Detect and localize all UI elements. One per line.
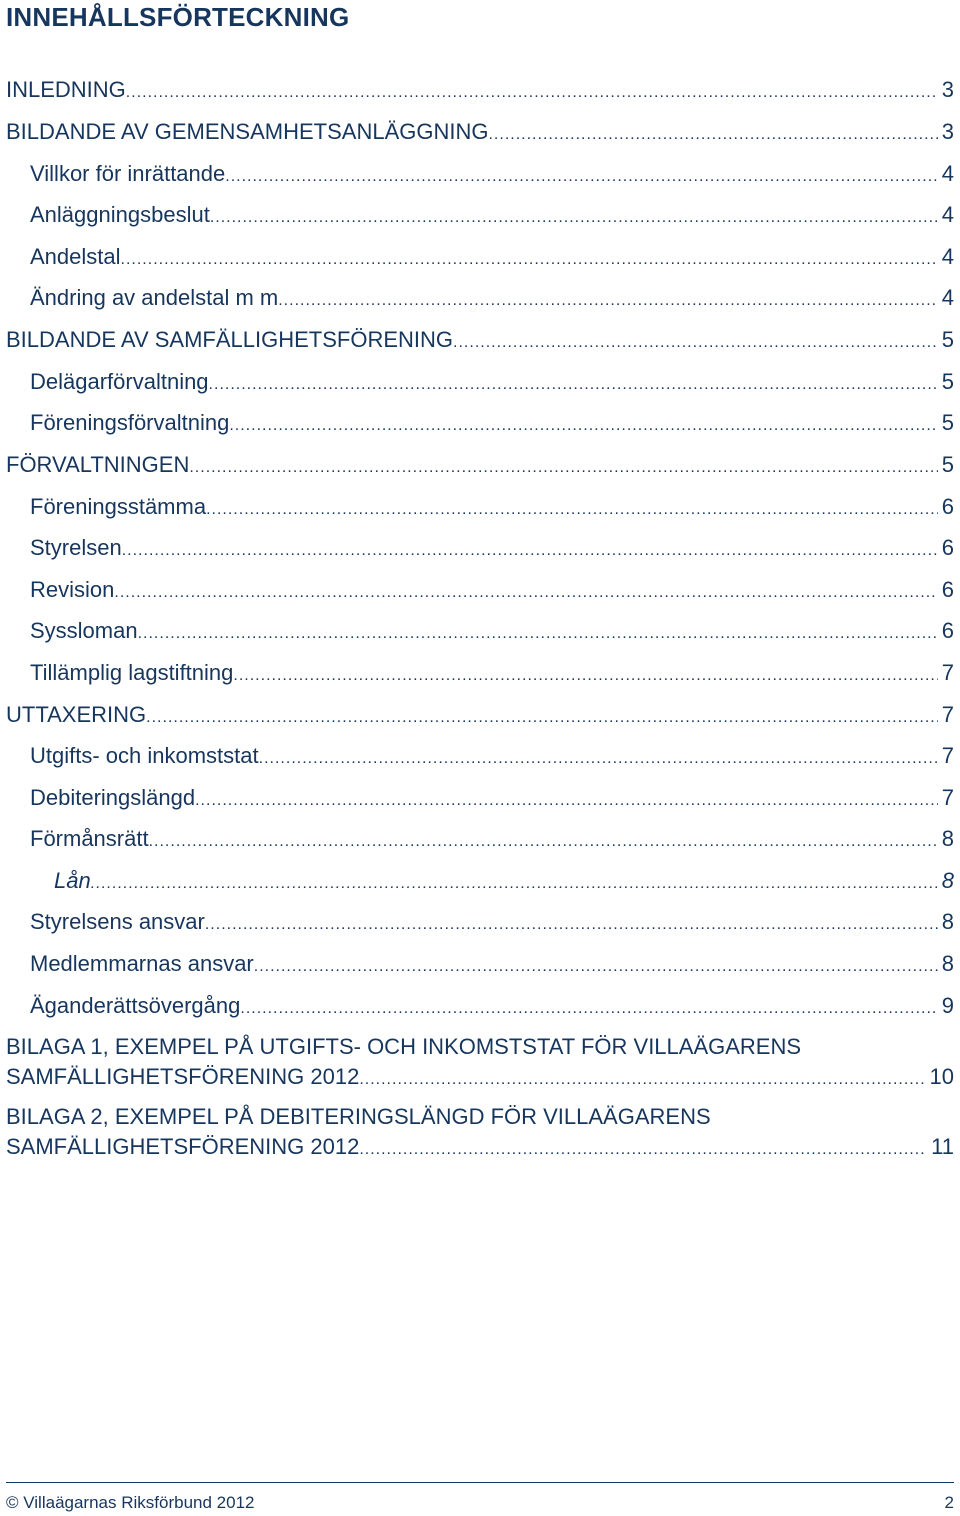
toc-entry-page: 5 xyxy=(941,452,954,477)
toc-entry-forvaltningen[interactable] xyxy=(0,450,960,483)
toc-entry-title: Ändring av andelstal m m xyxy=(30,285,279,310)
toc-entry-andring-andelstal[interactable] xyxy=(0,283,960,316)
toc-entry-title-line2: SAMFÄLLIGHETSFÖRENING 2012 xyxy=(6,1134,360,1159)
toc-entry-page: 5 xyxy=(941,410,954,435)
toc-entry-delagarforvaltning[interactable] xyxy=(0,367,960,400)
toc-entry-debiteringslangd[interactable] xyxy=(0,783,960,816)
toc-leader-dots xyxy=(146,703,938,733)
toc-entry-title: Delägarförvaltning xyxy=(30,369,209,394)
toc-entry-revision[interactable] xyxy=(0,575,960,608)
toc-entry-foreningsstamma[interactable] xyxy=(0,492,960,525)
toc-leader-dots xyxy=(114,578,937,608)
toc-leader-dots xyxy=(122,536,938,566)
toc-leader-dots xyxy=(233,661,937,691)
toc-entry-title: BILDANDE AV SAMFÄLLIGHETSFÖRENING xyxy=(6,327,454,352)
toc-entry-page: 7 xyxy=(941,660,954,685)
toc-entry-page: 8 xyxy=(941,826,954,851)
toc-entry-styrelsen[interactable] xyxy=(0,533,960,566)
toc-leader-dots xyxy=(149,827,938,857)
toc-leader-dots xyxy=(359,1135,927,1165)
toc-entry-title: Styrelsen xyxy=(30,535,122,560)
toc-entry-title: Förmånsrätt xyxy=(30,826,149,851)
toc-leader-dots xyxy=(138,619,938,649)
toc-entry-bildande-samfallighetsforening[interactable] xyxy=(0,325,960,358)
toc-leader-dots xyxy=(126,78,938,108)
toc-leader-dots xyxy=(195,786,938,816)
toc-entry-page: 5 xyxy=(941,369,954,394)
page-title: INNEHÅLLSFÖRTECKNING xyxy=(6,2,350,32)
toc-entry-page: 10 xyxy=(929,1064,954,1089)
toc-entry-medlemmarnas-ansvar[interactable] xyxy=(0,949,960,982)
toc-entry-bilaga-2[interactable] xyxy=(0,1102,960,1165)
toc-entry-uttaxering[interactable] xyxy=(0,700,960,733)
toc-entry-page: 4 xyxy=(941,285,954,310)
footer-copyright: © Villaägarnas Riksförbund 2012 xyxy=(6,1493,255,1512)
toc-entry-page: 4 xyxy=(941,161,954,186)
toc-entry-lan[interactable] xyxy=(0,866,960,899)
footer-divider xyxy=(6,1482,954,1483)
toc-entry-title: Föreningsförvaltning xyxy=(30,410,230,435)
toc-entry-bilaga-1[interactable] xyxy=(0,1032,960,1095)
toc-entry-title-line1: BILAGA 1, EXEMPEL PÅ UTGIFTS- OCH INKOMSTSTAT FÖR VILLAÄGARENS xyxy=(6,1034,802,1059)
toc-entry-page: 8 xyxy=(941,868,954,893)
toc-leader-dots xyxy=(240,994,937,1024)
toc-entry-page: 6 xyxy=(941,535,954,560)
toc-entry-title: Revision xyxy=(30,577,115,602)
toc-leader-dots xyxy=(209,370,938,400)
toc-entry-page: 4 xyxy=(941,244,954,269)
toc-entry-title: UTTAXERING xyxy=(6,702,147,727)
toc-entry-page: 3 xyxy=(941,77,954,102)
toc-entry-page: 5 xyxy=(941,327,954,352)
toc-entry-aganderattsovergang[interactable] xyxy=(0,991,960,1024)
toc-entry-villkor[interactable] xyxy=(0,159,960,192)
toc-entry-title: Villkor för inrättande xyxy=(30,161,226,186)
toc-entry-title: Debiteringslängd xyxy=(30,785,196,810)
toc-entry-title: Styrelsens ansvar xyxy=(30,909,205,934)
toc-entry-page: 7 xyxy=(941,743,954,768)
toc-entry-page: 8 xyxy=(941,951,954,976)
toc-leader-dots xyxy=(225,162,938,192)
toc-entry-title: Anläggningsbeslut xyxy=(30,202,210,227)
toc-leader-dots xyxy=(488,120,937,150)
toc-entry-page: 7 xyxy=(941,702,954,727)
toc-entry-title: Tillämplig lagstiftning xyxy=(30,660,234,685)
toc-leader-dots xyxy=(359,1065,925,1095)
toc-leader-dots xyxy=(205,910,938,940)
toc-entry-title: Äganderättsövergång xyxy=(30,993,241,1018)
toc-entry-styrelsens-ansvar[interactable] xyxy=(0,907,960,940)
toc-entry-page: 6 xyxy=(941,494,954,519)
toc-entry-page: 11 xyxy=(931,1134,954,1159)
toc-entry-title: Föreningsstämma xyxy=(30,494,207,519)
toc-leader-dots xyxy=(278,286,938,316)
toc-entry-syssloman[interactable] xyxy=(0,616,960,649)
toc-leader-dots xyxy=(91,869,938,899)
toc-leader-dots xyxy=(259,744,938,774)
toc-entry-page: 7 xyxy=(941,785,954,810)
toc-entry-anlaggningsbeslut[interactable] xyxy=(0,200,960,233)
toc-entry-page: 3 xyxy=(941,119,954,144)
toc-entry-title: BILDANDE AV GEMENSAMHETSANLÄGGNING xyxy=(6,119,489,144)
toc-entry-title: Medlemmarnas ansvar xyxy=(30,951,254,976)
footer-page-number: 2 xyxy=(944,1493,954,1512)
toc-leader-dots xyxy=(210,203,938,233)
toc-entry-page: 8 xyxy=(941,909,954,934)
toc-entry-tillamplig-lagstiftning[interactable] xyxy=(0,658,960,691)
toc-entry-andelstal[interactable] xyxy=(0,242,960,275)
toc-entry-page: 6 xyxy=(941,618,954,643)
toc-entry-page: 6 xyxy=(941,577,954,602)
toc-entry-formansratt[interactable] xyxy=(0,824,960,857)
toc-entry-inledning[interactable] xyxy=(0,75,960,108)
toc-entry-foreningsforvaltning[interactable] xyxy=(0,408,960,441)
toc-entry-bildande-gemensamhetsanlaggning[interactable] xyxy=(0,117,960,150)
toc-entry-page: 9 xyxy=(941,993,954,1018)
toc-leader-dots xyxy=(189,453,937,483)
toc-entry-utgifts-inkomststat[interactable] xyxy=(0,741,960,774)
toc-entry-title: Utgifts- och inkomststat xyxy=(30,743,259,768)
toc-entry-title: FÖRVALTNINGEN xyxy=(6,452,190,477)
toc-leader-dots xyxy=(453,328,938,358)
toc-leader-dots xyxy=(121,245,938,275)
toc-entry-title-line1: BILAGA 2, EXEMPEL PÅ DEBITERINGSLÄNGD FÖR VILLAÄGARENS xyxy=(6,1104,711,1129)
toc-entry-title: Lån xyxy=(54,868,91,893)
toc-entry-title: Andelstal xyxy=(30,244,121,269)
toc-entry-page: 4 xyxy=(941,202,954,227)
toc-leader-dots xyxy=(229,411,937,441)
toc-entry-title-line2: SAMFÄLLIGHETSFÖRENING 2012 xyxy=(6,1064,360,1089)
toc-leader-dots xyxy=(254,952,938,982)
toc-entry-title: Syssloman xyxy=(30,618,138,643)
toc-leader-dots xyxy=(206,495,938,525)
toc-entry-title: INLEDNING xyxy=(6,77,126,102)
